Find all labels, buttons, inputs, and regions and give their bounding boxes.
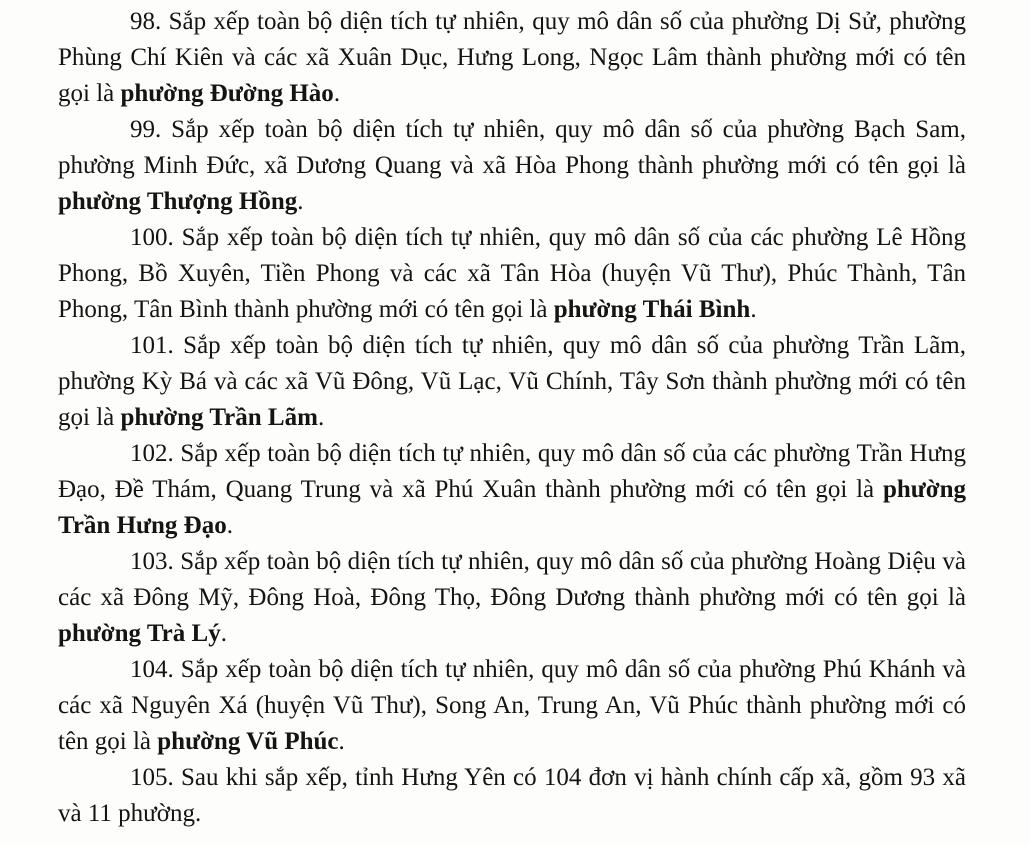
paragraph-103	[58, 544, 966, 652]
paragraph-tail: .	[317, 404, 325, 431]
paragraph-tail: .	[297, 188, 304, 215]
paragraph-text: 99. Sắp xếp toàn bộ diện tích tự nhiên, quy mô dân số của phường Bạch Sam, phường Minh Đức, xã Dương Quang và xã Hòa Phong thành phường mới có tên gọi là	[58, 116, 966, 179]
paragraph-text: 100. Sắp xếp toàn bộ diện tích tự nhiên, quy mô dân số của các phường Lê Hồng Phong, Bồ Xuyên, Tiền Phong và các xã Tân Hòa (huyện Vũ Thư), Phúc Thành, Tân Phong, Tân Bình thành phường mới có tên gọi là	[58, 224, 966, 323]
paragraph-tail: .	[333, 80, 341, 107]
paragraph-tail: .	[338, 728, 345, 755]
paragraph-105	[58, 760, 966, 832]
paragraph-100	[58, 220, 966, 328]
ward-name-bold: phường Vũ Phúc	[157, 728, 339, 755]
paragraph-104	[58, 652, 966, 760]
ward-name-bold: phường Trần Hưng Đạo	[58, 476, 966, 539]
paragraph-tail: .	[220, 620, 227, 647]
ward-name-bold: phường Đường Hào	[120, 80, 334, 107]
paragraph-text: 98. Sắp xếp toàn bộ diện tích tự nhiên, quy mô dân số của phường Dị Sử, phường Phùng Chí Kiên và các xã Xuân Dục, Hưng Long, Ngọc Lâm thành phường mới có tên gọi là	[58, 8, 966, 107]
ward-name-bold: phường Thượng Hồng	[58, 188, 298, 215]
ward-name-bold: phường Thái Bình	[553, 296, 751, 323]
paragraph-98	[58, 4, 966, 112]
paragraph-text: 102. Sắp xếp toàn bộ diện tích tự nhiên, quy mô dân số của các phường Trần Hưng Đạo, Đề Thám, Quang Trung và xã Phú Xuân thành phường mới có tên gọi là	[58, 440, 966, 503]
paragraph-text: 101. Sắp xếp toàn bộ diện tích tự nhiên, quy mô dân số của phường Trần Lãm, phường Kỳ Bá và các xã Vũ Đông, Vũ Lạc, Vũ Chính, Tây Sơn thành phường mới có tên gọi là	[58, 332, 966, 431]
paragraph-text: 105. Sau khi sắp xếp, tỉnh Hưng Yên có 104 đơn vị hành chính cấp xã, gồm 93 xã và 11 phường.	[58, 764, 966, 827]
paragraph-tail: .	[226, 512, 233, 539]
paragraph-99	[58, 112, 966, 220]
paragraph-101	[58, 328, 966, 436]
paragraph-text: 103. Sắp xếp toàn bộ diện tích tự nhiên, quy mô dân số của phường Hoàng Diệu và các xã Đông Mỹ, Đông Hoà, Đông Thọ, Đông Dương thành phường mới có tên gọi là	[58, 548, 966, 611]
ward-name-bold: phường Trần Lãm	[120, 404, 318, 431]
paragraph-text: 104. Sắp xếp toàn bộ diện tích tự nhiên, quy mô dân số của phường Phú Khánh và các xã Nguyên Xá (huyện Vũ Thư), Song An, Trung An, Vũ Phúc thành phường mới có tên gọi là	[58, 656, 966, 755]
paragraph-102	[58, 436, 966, 544]
paragraph-tail: .	[750, 296, 757, 323]
ward-name-bold: phường Trà Lý	[58, 620, 221, 647]
